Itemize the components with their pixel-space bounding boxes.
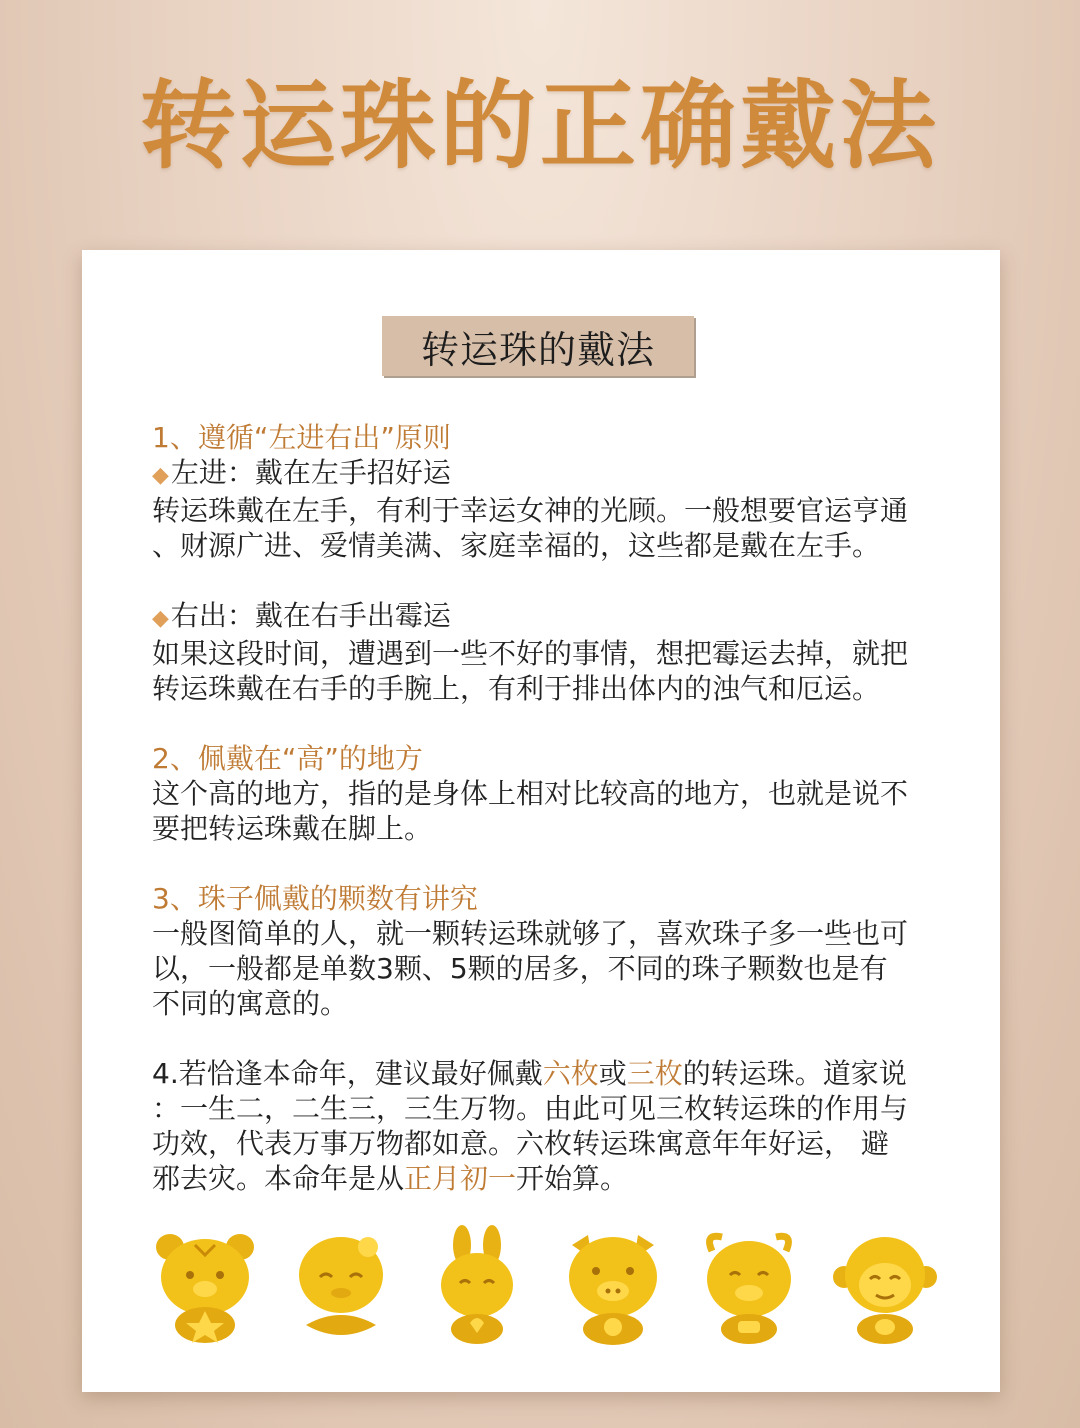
paragraph-line: 以，一般都是单数3颗、5颗的居多，不同的珠子颗数也是有: [152, 952, 888, 985]
diamond-icon: ◆: [152, 463, 169, 488]
highlight-first-day: 正月初一: [404, 1162, 517, 1195]
paragraph-line: 、财源广进、爱情美满、家庭幸福的，这些都是戴在左手。: [152, 529, 881, 562]
paragraph-line: 转运珠戴在左手，有利于幸运女神的光顾。一般想要官运亨通: [152, 494, 909, 527]
snake-charm-icon: [286, 1225, 396, 1345]
paragraph-line: 不同的寓意的。: [152, 987, 349, 1020]
paragraph-line: 转运珠戴在右手的手腕上，有利于排出体内的浊气和厄运。: [152, 672, 881, 705]
paragraph-line-4d: 邪去灾。本命年是从正月初一开始算。: [152, 1162, 629, 1195]
section-title: 转运珠的戴法: [420, 327, 655, 372]
main-title: 转运珠的正确戴法: [140, 70, 940, 182]
paragraph-line: 如果这段时间，遭遇到一些不好的事情，想把霉运去掉，就把: [152, 637, 909, 670]
ox-charm-icon: [694, 1225, 804, 1345]
content-card: [82, 250, 1000, 1392]
paragraph-line: 这个高的地方，指的是身体上相对比较高的地方，也就是说不: [152, 777, 909, 810]
diamond-icon: ◆: [152, 606, 169, 631]
tiger-charm-icon: [150, 1225, 260, 1345]
paragraph-line: 一般图简单的人，就一颗转运珠就够了，喜欢珠子多一些也可: [152, 917, 909, 950]
highlight-six: 六枚: [542, 1057, 599, 1090]
article-content: [152, 420, 942, 1196]
rabbit-charm-icon: [422, 1225, 532, 1345]
paragraph-line: 要把转运珠戴在脚上。: [152, 812, 433, 845]
subheading-right: ◆右出：戴在右手出霉运: [152, 599, 451, 632]
highlight-three: 三枚: [626, 1057, 683, 1090]
paragraph-line: ：一生二，二生三，三生万物。由此可见三枚转运珠的作用与: [152, 1092, 909, 1125]
section-title-box: [382, 316, 694, 376]
monkey-charm-icon: [830, 1225, 940, 1345]
pig-charm-icon: [558, 1225, 668, 1345]
subheading-left: ◆左进：戴在左手招好运: [152, 456, 451, 489]
charm-row: [150, 1220, 940, 1350]
heading-2: 2、佩戴在“高”的地方: [152, 742, 423, 775]
paragraph-line-4a: 4.若恰逢本命年，建议最好佩戴六枚或三枚的转运珠。道家说: [152, 1057, 907, 1090]
heading-1: 1、遵循“左进右出”原则: [152, 421, 451, 454]
paragraph-line: 功效，代表万事万物都如意。六枚转运珠寓意年年好运， 避: [152, 1127, 889, 1160]
heading-3: 3、珠子佩戴的颗数有讲究: [152, 882, 478, 915]
